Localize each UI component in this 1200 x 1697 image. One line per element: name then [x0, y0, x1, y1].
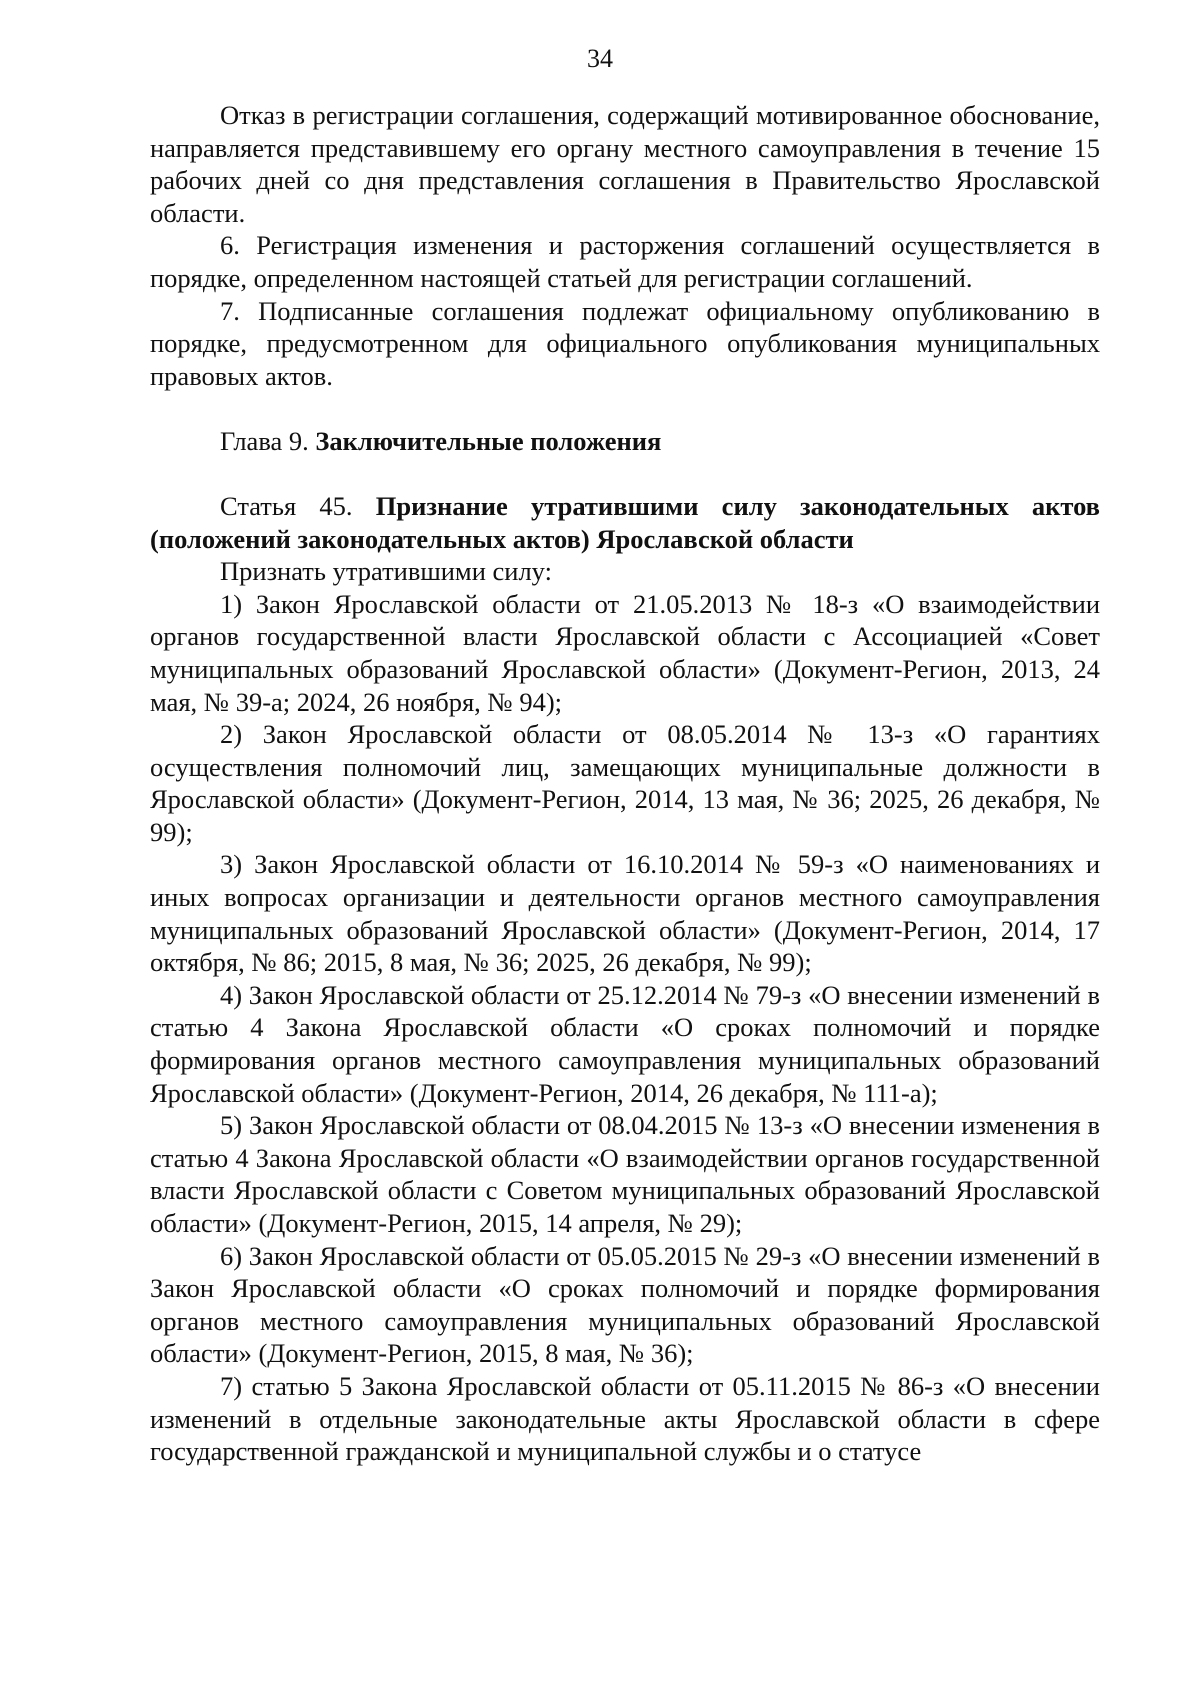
article-prefix: Статья 45.	[220, 490, 353, 521]
chapter-heading	[150, 425, 1100, 458]
list-item: 4) Закон Ярославской области от 25.12.2014 № 79-з «О внесении изменений в статью 4 Закона Ярославской области «О сроках полномочий и порядке формирования органов местного самоуправления муниципальных образований Ярославской области» (Документ-Регион, 2014, 26 декабря, № 111-а);	[150, 979, 1100, 1108]
list-item: 7) статью 5 Закона Ярославской области от 05.11.2015 № 86-з «О внесении изменений в отдельные законодательные акты Ярославской области в сфере государственной гражданской и муниципальной службы и о статусе	[150, 1370, 1100, 1467]
article-intro: Признать утратившими силу:	[220, 556, 552, 587]
list-item: 6) Закон Ярославской области от 05.05.2015 № 29-з «О внесении изменений в Закон Ярославской области «О сроках полномочий и порядке формирования органов местного самоуправления муниципальных образований Ярославской области» (Документ-Регион, 2015, 8 мая, № 36);	[150, 1240, 1100, 1369]
list-item: 2) Закон Ярославской области от 08.05.2014 № 13-з «О гарантиях осуществления полномочий лиц, замещающих муниципальные должности в Ярославской области» (Документ-Регион, 2014, 13 мая, № 36; 2025, 26 декабря, № 99);	[150, 719, 1100, 847]
document-body	[150, 99, 1100, 1468]
paragraph-6: 6. Регистрация изменения и расторжения соглашений осуществляется в порядке, определенном настоящей статьей для регистрации соглашений.	[150, 230, 1100, 293]
chapter-title: Заключительные положения	[315, 426, 662, 457]
list-item: 3) Закон Ярославской области от 16.10.2014 № 59-з «О наименованиях и иных вопросах организации и деятельности органов местного самоуправления муниципальных образований Ярославской области» (Документ-Регион, 2014, 17 октября, № 86; 2015, 8 мая, № 36; 2025, 26 декабря, № 99);	[150, 849, 1100, 978]
list-item: 1) Закон Ярославской области от 21.05.2013 № 18-з «О взаимодействии органов государственной власти Ярославской области с Ассоциацией «Совет муниципальных образований Ярославской области» (Документ-Регион, 2013, 24 мая, № 39-а; 2024, 26 ноября, № 94);	[150, 588, 1100, 717]
list-item: 5) Закон Ярославской области от 08.04.2015 № 13-з «О внесении изменения в статью 4 Закона Ярославской области «О взаимодействии органов государственной власти Ярославской области с Советом муниципальных образований Ярославской области» (Документ-Регион, 2015, 14 апреля, № 29);	[150, 1110, 1100, 1238]
page-number: 34	[587, 44, 613, 73]
paragraph-refusal: Отказ в регистрации соглашения, содержащий мотивированное обоснование, направляется представившему его органу местного самоуправления в течение 15 рабочих дней со дня представления соглашения в Правительство Ярославской области.	[150, 100, 1100, 228]
chapter-prefix: Глава 9.	[220, 426, 309, 457]
article-heading	[150, 490, 1100, 555]
article-title: Признание утратившими силу законодательных актов (положений законодательных актов) Ярославской области	[150, 490, 1100, 554]
paragraph-7: 7. Подписанные соглашения подлежат официальному опубликованию в порядке, предусмотренном для официального опубликования муниципальных правовых актов.	[150, 295, 1100, 391]
